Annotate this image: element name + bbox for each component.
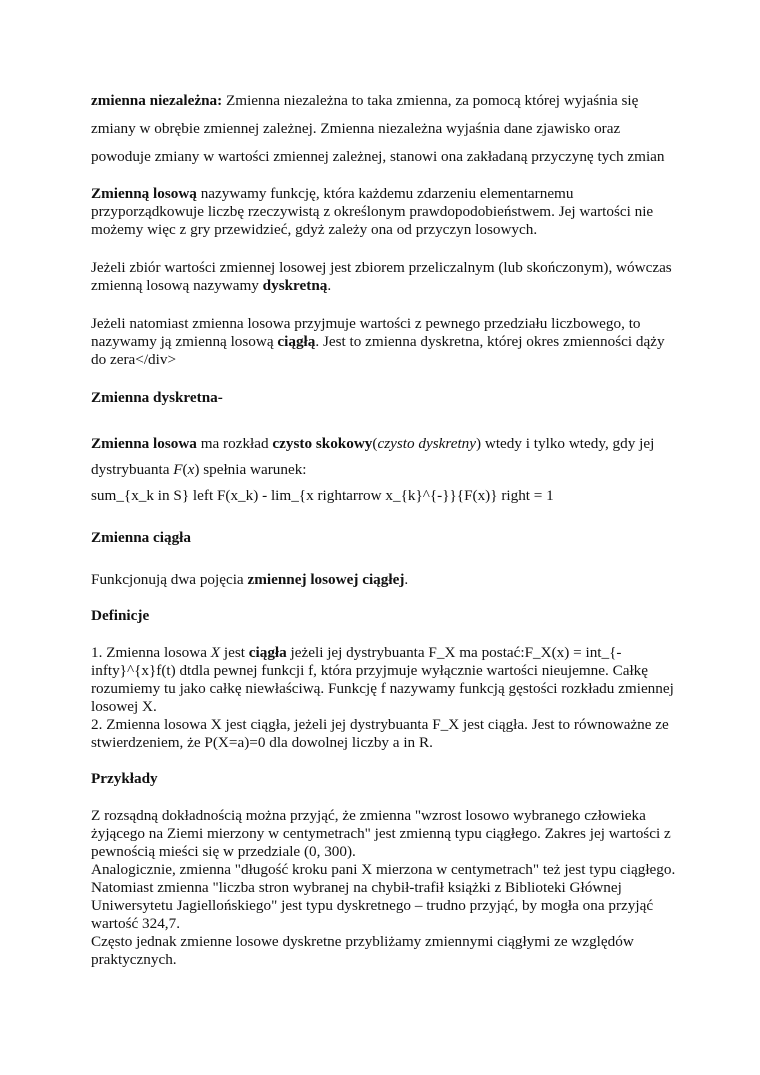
continuous-heading: Zmienna ciągła (91, 529, 191, 546)
discrete-section-term: Zmienna losowa (91, 435, 197, 452)
continuous-term: ciągłą (277, 333, 316, 350)
discrete-definition-text: Jeżeli zbiór wartości zmiennej losowej jest zbiorem przeliczalnym (lub skończonym), wówczas zmienną losową nazywamy (91, 259, 672, 294)
intro-term: zmienna niezależna: (91, 92, 223, 109)
discrete-heading: Zmienna dyskretna- (91, 389, 223, 406)
distribution-function-arg: x (187, 461, 195, 478)
definition-2: 2. Zmienna losowa X jest ciągła, jeżeli jej dystrybuanta F_X jest ciągła. Jest to równoważne ze stwierdzeniem, że P(X=a)=0 dla dowolnej liczby a in R. (91, 716, 669, 751)
discrete-formula: sum_{x_k in S} left F(x_k) - lim_{x rightarrow x_{k}^{-}}{F(x)} right = 1 (91, 487, 554, 504)
examples-paragraph (91, 807, 681, 969)
distribution-function-open: ( (182, 461, 188, 478)
continuous-definition-text: Jeżeli natomiast zmienna losowa przyjmuje wartości z pewnego przedziału liczbowego, to nazywamy ją zmienną losową (91, 315, 641, 350)
discrete-section-paragraph (91, 431, 681, 509)
discrete-definition-paragraph (91, 259, 681, 295)
distribution-function-close: ) (194, 461, 200, 478)
functions-end: . (404, 571, 409, 588)
functions-term: zmiennej losowej ciągłej (247, 571, 405, 588)
definition-1-mid: jest (223, 644, 245, 661)
discrete-section-italic: czysto dyskretny (377, 435, 477, 452)
discrete-section-term2: czysto skokowy (272, 435, 373, 452)
distribution-function-symbol: F (173, 461, 183, 478)
example-2: Analogicznie, zmienna "długość kroku pani X mierzona w centymetrach" też jest typu ciągłego. (91, 861, 676, 878)
discrete-section-line2-before: dystrybuanta (91, 461, 170, 478)
continuous-definition-paragraph (91, 315, 681, 369)
definition-1-after: jeżeli jej dystrybuanta F_X ma postać:F_X(x) = int_{-infty}^{x}f(t) dtdla pewnej funkcji f, która przyjmuje wyłącznie wartości nieujemne. Całkę rozumiemy tu jako całkę niewłaściwą. Funkcję f nazywamy funkcją gęstości rozkładu zmiennej losowej X. (91, 644, 674, 715)
discrete-term: dyskretną (262, 277, 328, 294)
random-variable-paragraph (91, 185, 681, 239)
functions-text: Funkcjonują dwa pojęcia (91, 571, 244, 588)
example-4: Często jednak zmienne losowe dyskretne przybliżamy zmiennymi ciągłymi ze względów praktycznych. (91, 933, 634, 968)
example-3: Natomiast zmienna "liczba stron wybranej na chybił-trafił książki z Biblioteki Głównej Uniwersytetu Jagiellońskiego" jest typu dyskretnego – trudno przyjąć, by mogła ona przyjąć wartość 324,7. (91, 879, 654, 932)
discrete-definition-end: . (327, 277, 332, 294)
discrete-section-text1: ma rozkład (200, 435, 269, 452)
functions-paragraph (91, 571, 681, 589)
definition-1-var: X (210, 644, 221, 661)
discrete-section-paren-open: ( (372, 435, 378, 452)
intro-text: Zmienna niezależna to taka zmienna, za pomocą której wyjaśnia się zmiany w obrębie zmiennej zależnej. Zmienna niezależna wyjaśnia dane zjawisko oraz powoduje zmiany w wartości zmiennej zależnej, stanowi ona zakładaną przyczynę tych zmian (91, 92, 665, 165)
discrete-section-line2-after: spełnia warunek: (203, 461, 307, 478)
discrete-section-paren-rest: ) wtedy i tylko wtedy, gdy jej (476, 435, 655, 452)
random-variable-text: nazywamy funkcję, która każdemu zdarzeniu elementarnemu przyporządkowuje liczbę rzeczywistą z określonym prawdopodobieństwem. Jej wartości nie możemy więc z gry przewidzieć, gdyż zależy ona od przyczyn losowych. (91, 185, 654, 238)
definition-1-before: 1. Zmienna losowa (91, 644, 207, 661)
random-variable-term: Zmienną losową (91, 185, 197, 202)
definitions-heading: Definicje (91, 607, 150, 624)
continuous-definition-rest: . Jest to zmienna dyskretna, której okres zmienności dąży do zera</div> (91, 333, 665, 368)
definitions-paragraph (91, 644, 681, 752)
document-page (91, 87, 681, 969)
intro-paragraph (91, 87, 681, 171)
definition-1-term: ciągła (248, 644, 287, 661)
example-1: Z rozsądną dokładnością można przyjąć, że zmienna "wzrost losowo wybranego człowieka żyjącego na Ziemi mierzony w centymetrach" jest zmienną typu ciągłego. Zakres jej wartości z pewnością mieści się w przedziale (0, 300). (91, 807, 671, 860)
examples-heading: Przykłady (91, 770, 158, 787)
